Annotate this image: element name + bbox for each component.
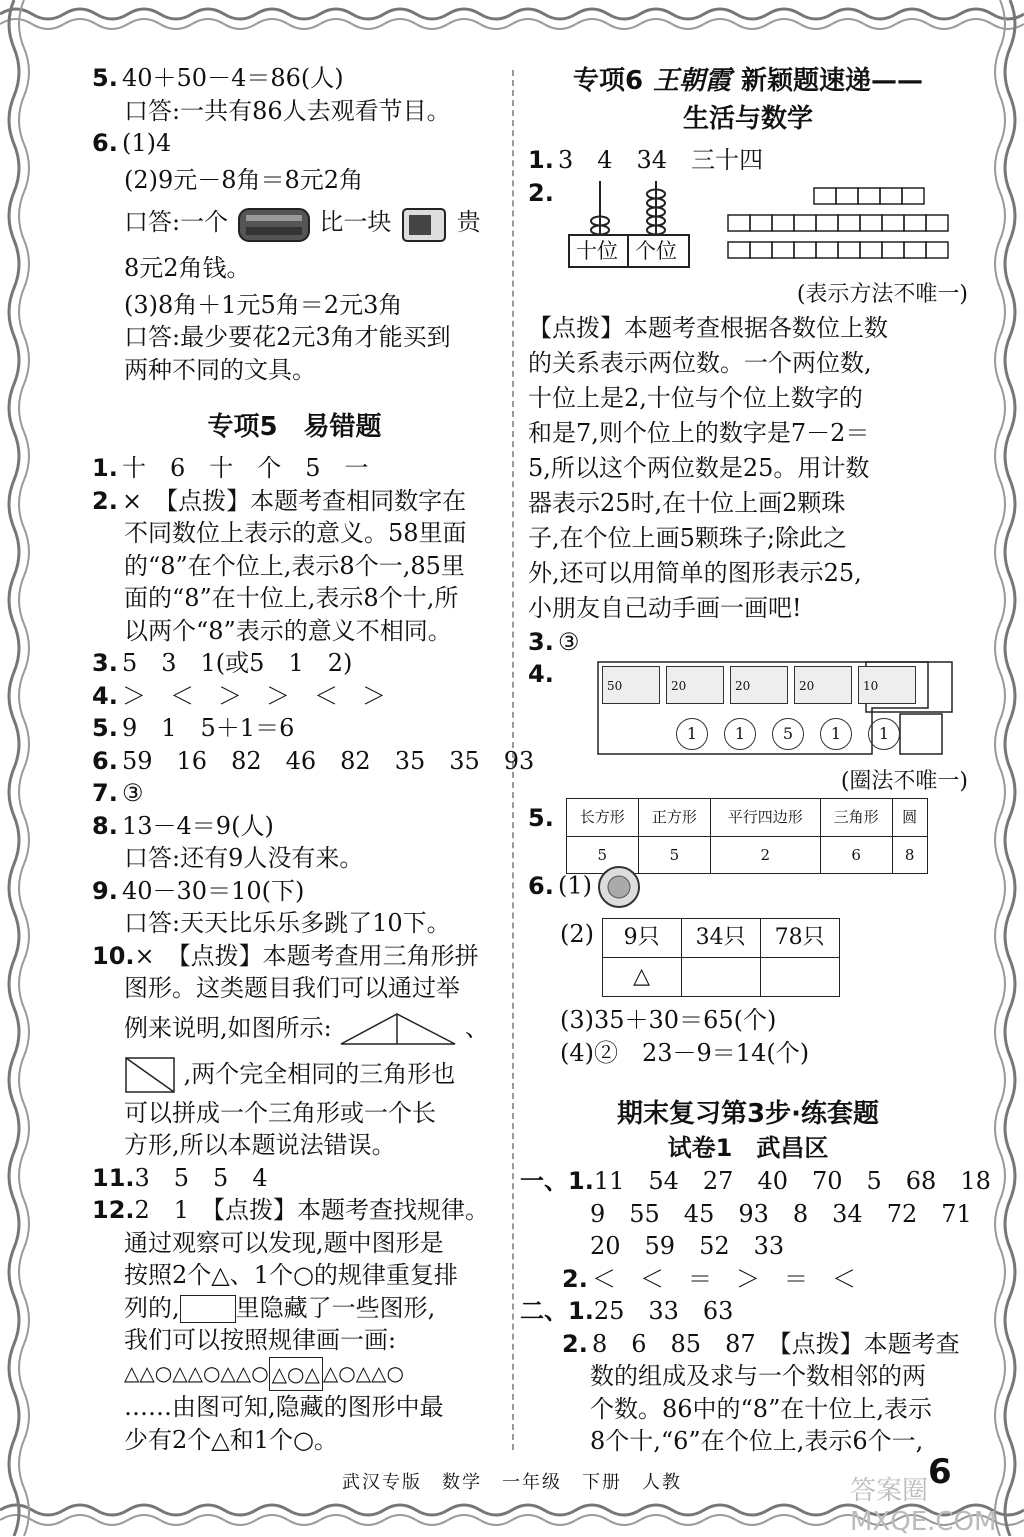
table-cell: 6 (820, 836, 892, 874)
r2-tip-line: 器表示25时,在十位上画2颗珠 (528, 488, 846, 517)
section5-item: 6. 59 16 82 46 82 35 35 93 (92, 746, 535, 775)
q5-equation: 5. 40＋50－4＝86(人) (92, 64, 344, 92)
r5: 5. 长方形 正方形 平行四边形 三角形 圆 5 5 2 6 8 (528, 798, 968, 864)
q11: 11.3 5 5 4 (92, 1163, 268, 1192)
q10-line2: 图形。这类题目我们可以通过举 (124, 974, 460, 1002)
section5-item: 2. × 【点拨】本题考查相同数字在 (92, 486, 467, 515)
section5-item: 5. 9 1 5＋1＝6 (92, 714, 295, 742)
r1: 1. 3 4 34 三十四 (528, 146, 764, 174)
section6-title: 专项6 王朝霞 新颖题速递—— (572, 66, 924, 96)
section5-item: 面的“8”在十位上,表示8个十,所 (124, 584, 459, 612)
final-review-subtitle: 试卷1 武昌区 (667, 1134, 829, 1162)
r2-tip-line: 子,在个位上画5颗珠子;除此之 (528, 523, 847, 552)
section5-item: 3. 5 3 1(或5 1 2) (92, 649, 353, 677)
section5-item: 4. ＞ ＜ ＞ ＞ ＜ ＞ (92, 681, 386, 710)
decorative-border-left (0, 0, 40, 1536)
q6-answer: 口答:一个 比一块 贵 (92, 196, 497, 248)
g2-line3: 个数。86中的“8”在十位上,表示 (590, 1394, 932, 1423)
table-cell: 8 (892, 836, 927, 874)
pencil-case-icon (236, 203, 312, 245)
f1-line2: 9 55 45 93 8 34 72 71 (590, 1199, 972, 1228)
q6-part3: (3)8角＋1元5角＝2元3角 (124, 290, 403, 319)
r2-tip-line: 和是7,则个位上的数字是7－2＝ (528, 418, 870, 447)
r2-tip-line: 外,还可以用简单的图形表示25, (528, 558, 862, 587)
q12-line3: 按照2个△、1个○的规律重复排 (124, 1261, 458, 1289)
q12-line6: △△○△△○△△○ △○△ △○△△○ (92, 1357, 497, 1392)
q6-part3-answer-1: 口答:最少要花2元3角才能买到 (124, 323, 451, 351)
table-cell (760, 958, 839, 997)
page-footer: 武汉专版 数学 一年级 下册 人教 (342, 1472, 682, 1493)
hidden-pattern-box: △○△ (269, 1357, 323, 1392)
r2-tip-line: 【点拨】本题考查根据各数位上数 (528, 313, 888, 342)
ones-label: 个位 (635, 238, 677, 263)
section5-item: 的“8”在个位上,表示8个一,85里 (124, 551, 465, 580)
q6-part2: (2)9元－8角＝8元2角 (124, 165, 364, 194)
q10-line4: ,两个完全相同的三角形也 (92, 1051, 497, 1097)
banknote-row (602, 666, 922, 704)
r6-part2: (2) 9只 34只 78只 △ (528, 918, 968, 1000)
q6-part1: 6. (1)4 (92, 129, 172, 157)
r4-note: (圈法不唯一) (840, 769, 968, 794)
triangle-figure-icon (339, 1012, 457, 1046)
coin: 1 (676, 718, 708, 750)
banknote: 20 (794, 666, 852, 704)
section5-item: 8. 13－4＝9(人) (92, 811, 274, 840)
coin-row (668, 716, 908, 750)
eraser-icon (399, 203, 449, 245)
section5-item: 7. ③ (92, 779, 144, 807)
r2-tip-line: 小朋友自己动手画一画吧! (528, 593, 802, 622)
decorative-border-right (984, 0, 1024, 1536)
table-header-cell: 9只 (602, 919, 681, 958)
section5-title: 专项5 易错题 (207, 412, 382, 442)
r2: 2. 十位 个位 (528, 177, 968, 273)
r2-tip (528, 311, 968, 626)
r2-tip-line: 十位上是2,十位与个位上数字的 (528, 383, 863, 412)
q12-line2: 通过观察可以发现,题中图形是 (124, 1228, 444, 1257)
table-header-cell: 三角形 (820, 799, 892, 837)
q10-line6: 方形,所以本题说法错误。 (124, 1131, 396, 1159)
section5-item: 1. 十 6 十 个 5 一 (92, 454, 369, 482)
section5-items (92, 452, 535, 940)
g2-line2: 数的组成及求与一个数相邻的两 (590, 1362, 926, 1390)
tens-label: 十位 (576, 238, 618, 263)
watermark: 答案圈 MXQE.COM (850, 1476, 997, 1537)
q12-line7: ……由图可知,隐藏的图形中最 (124, 1393, 444, 1422)
right-column (520, 62, 991, 1458)
q12-line8: 少有2个△和1个○。 (124, 1425, 338, 1454)
table-cell (681, 958, 760, 997)
section5-item: 口答:天天比乐乐多跳了10下。 (124, 909, 451, 937)
q5-answer: 口答:一共有86人去观看节目。 (124, 96, 451, 125)
f1-line3: 20 59 52 33 (590, 1232, 785, 1260)
q10-line5: 可以拼成一个三角形或一个长 (124, 1098, 436, 1127)
coin: 1 (724, 718, 756, 750)
r2-tip-line: 5,所以这个两位数是25。用计数 (528, 453, 870, 482)
g2-line4: 8个十,“6”在个位上,表示6个一, (590, 1427, 924, 1455)
q12-line1: 12.2 1 【点拨】本题考查找规律。 (92, 1196, 490, 1224)
r2-note: (表示方法不唯一) (796, 281, 968, 307)
table-cell: △ (602, 958, 681, 997)
table-header-cell: 78只 (760, 919, 839, 958)
f2: 2. ＜ ＜ ＝ ＞ ＝ ＜ (562, 1264, 856, 1293)
r6-part1: 6. (1) (528, 864, 968, 912)
r6-part3: (3)35＋30＝65(个) (560, 1006, 777, 1034)
table-cell: 5 (638, 836, 710, 874)
hidden-box-icon (180, 1295, 236, 1323)
f1-line1: 一、1.11 54 27 40 70 5 68 18 (520, 1167, 991, 1195)
brand-logo: 王朝霞 (653, 66, 732, 96)
final-review-title: 期末复习第3步·练套题 (617, 1099, 879, 1129)
section5-item: 9. 40－30＝10(下) (92, 876, 305, 905)
coin: 5 (772, 718, 804, 750)
g2-line1: 2. 8 6 85 87 【点拨】本题考查 (562, 1329, 960, 1358)
r3: 3. ③ (528, 627, 580, 656)
section5-item: 不同数位上表示的意义。58里面 (124, 519, 467, 547)
coin: 1 (868, 718, 900, 750)
q10-line3: 例来说明,如图所示: 、 (92, 1005, 497, 1051)
q6-part3-answer-2: 两种不同的文具。 (124, 355, 316, 384)
decorative-border-top (0, 0, 1024, 40)
r2-tip-line: 的关系表示两位数。一个两位数, (528, 348, 872, 377)
banknote: 10 (858, 666, 916, 704)
section5-item: 以两个“8”表示的意义不相同。 (124, 616, 452, 645)
coin-pile-icon (596, 864, 642, 910)
table-header-cell: 正方形 (638, 799, 710, 837)
table-cell: 2 (711, 836, 821, 874)
q12-line4: 列的, 里隐藏了一些图形, (124, 1293, 436, 1322)
q6-answer-cont: 8元2角钱。 (124, 254, 251, 282)
rectangle-figure-icon (124, 1056, 176, 1094)
q12-line5: 我们可以按照规律画一画: (124, 1326, 397, 1354)
g1: 二、1.25 33 63 (520, 1297, 734, 1325)
left-column (92, 62, 535, 1456)
r6-part4: (4)② 23－9＝14(个) (560, 1038, 810, 1067)
shape-count-table (566, 798, 928, 874)
table-header-cell: 圆 (892, 799, 927, 837)
q10-line1: 10.× 【点拨】本题考查用三角形拼 (92, 941, 479, 970)
table-header-cell: 平行四边形 (711, 799, 821, 837)
page-number: 6 (928, 1452, 952, 1492)
section5-item: 口答:还有9人没有来。 (124, 844, 364, 872)
animal-count-table (602, 918, 840, 997)
r4: 4. 50 20 20 20 10 1 1 5 1 1 (528, 658, 968, 762)
table-cell: 5 (566, 836, 638, 874)
banknote: 50 (602, 666, 660, 704)
banknote: 20 (730, 666, 788, 704)
money-circle-figure (592, 658, 954, 758)
table-header-cell: 34只 (681, 919, 760, 958)
rectangle-grid-icon (726, 187, 958, 261)
table-header-cell: 长方形 (566, 799, 638, 837)
banknote: 20 (666, 666, 724, 704)
section6-subtitle: 生活与数学 (682, 104, 813, 134)
coin: 1 (820, 718, 852, 750)
